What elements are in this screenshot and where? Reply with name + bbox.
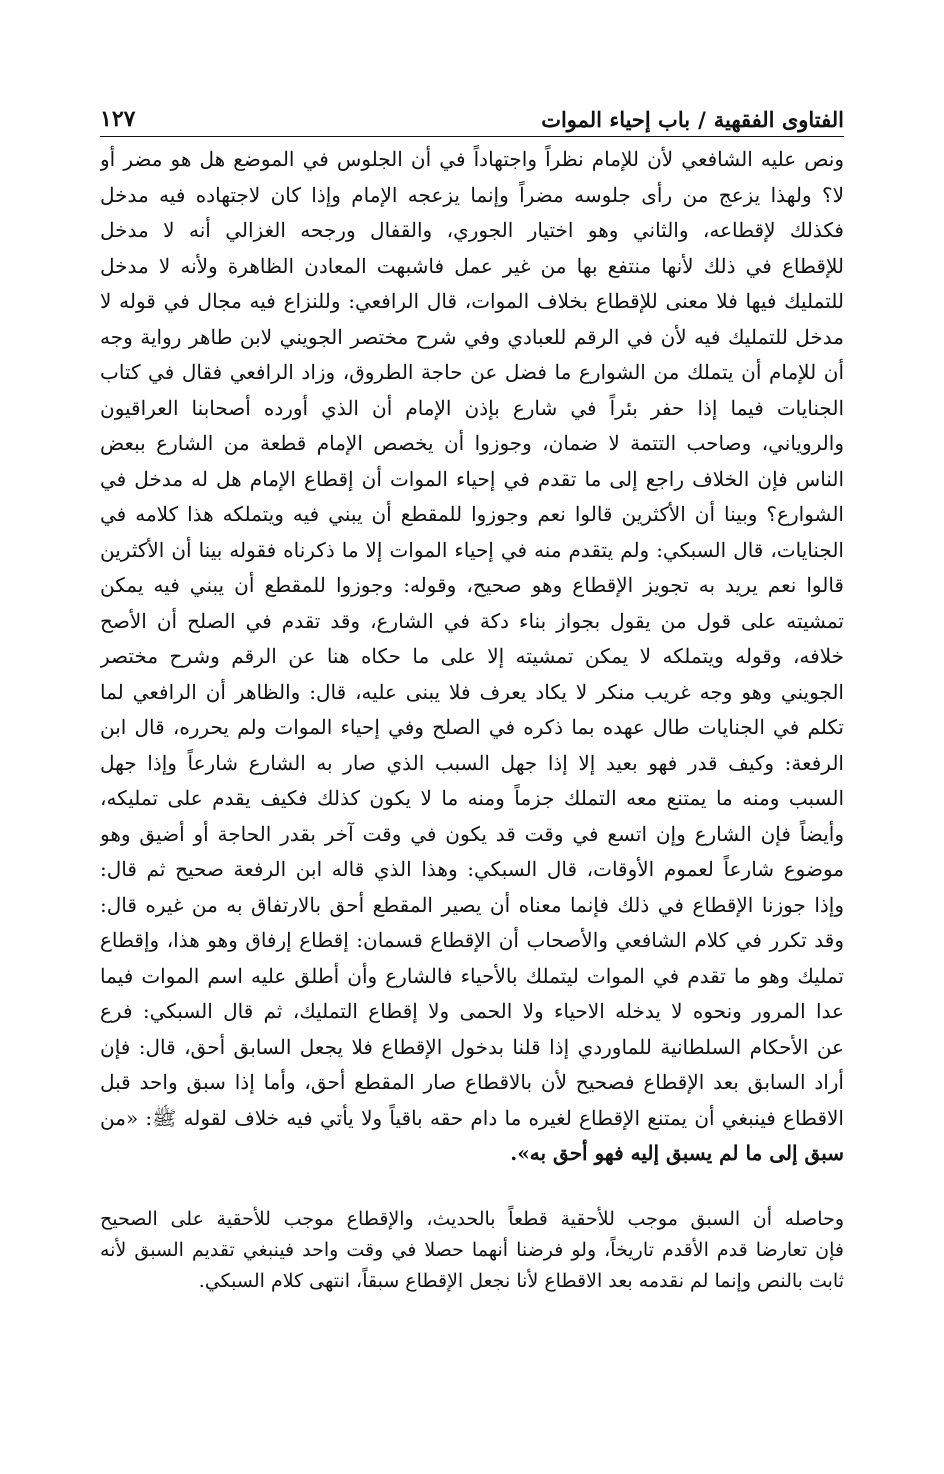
running-title xyxy=(541,107,844,132)
text-line: الجنايات، قال السبكي: ولم يتقدم منه في إحياء الموات إلا ما ذكرناه فقوله بينا أن الأكثرين xyxy=(100,537,844,562)
text-line: تمشيته على قول من يقول بجواز بناء دكة في الشارع، وقد تقدم في الصلح أن الأصح xyxy=(100,608,844,633)
header-divider xyxy=(100,136,844,137)
hadith-quote-line: سبق إلى ما لم يسبق إليه فهو أحق به». xyxy=(510,1141,844,1165)
text-line: الجنايات فيما إذا حفر بئراً في شارع بإذن الإمام أن الذي أورده أصحابنا العراقيون xyxy=(100,395,844,420)
text-line: أن للإمام أن يتملك من الشوارع ما فضل عن حاجة الطروق، وزاد الرافعي فقال في كتاب xyxy=(100,360,844,384)
text-line: الناس فإن الخلاف راجع إلى ما تقدم في إحياء الموات أن إقطاع الإمام هل له مدخل في xyxy=(100,466,844,491)
text-line: ثابت بالنص وإنما لم نقدمه بعد الاقطاع لأنا نجعل الإقطاع سبقاً، انتهى كلام السبكي. xyxy=(198,1270,844,1292)
text-line: وقد تكرر في كلام الشافعي والأصحاب أن الإقطاع قسمان: إقطاع إرفاق وهو هذا، وإقطاع xyxy=(100,928,844,952)
text-line: قالوا نعم يريد به تجويز الإقطاع وهو صحيح، وقوله: وجوزوا للمقطع أن يبني فيه يمكن xyxy=(100,573,844,597)
text-line: مدخل للتمليك فيه لأن في الرقم للعبادي وفي شرح مختصر الجويني لابن طاهر رواية وجه xyxy=(100,324,844,349)
page-number: ١٢٧ xyxy=(100,106,136,132)
text-line: الرفعة: وكيف قدر فهو بعيد إلا إذا جهل السبب الذي صار به الشارع شارعاً وإذا جهل xyxy=(100,750,844,775)
text-line: وإذا جوزنا الإقطاع في ذلك فإنما معناه أن يصير المقطع أحق بالارتفاق به من غيره قال: xyxy=(100,892,844,917)
text-line: الشوارع؟ وبينا أن الأكثرين قالوا نعم وجوزوا للمقطع أن يبني فيه ويتملكه هذا كلامه في xyxy=(100,502,844,526)
main-paragraph xyxy=(100,142,844,1172)
book-title: الفتاوى الفقهية xyxy=(713,107,844,132)
text-line: وأيضاً فإن الشارع وإن اتسع في وقت قد يكون في وقت آخر بقدر الحاجة أو أضيق وهو xyxy=(100,821,844,846)
text-line: للإقطاع في ذلك لأنها منتفع بها من غير عمل فاشبهت المعادن الظاهرة ولأنه لا مدخل xyxy=(100,253,844,278)
text-line: عن الأحكام السلطانية للماوردي إذا قلنا بدخول الإقطاع فلا يجعل السابق أحق، قال: فإن xyxy=(100,1034,844,1059)
text-line: الجويني وهو وجه غريب منكر لا يكاد يعرف فلا يبنى عليه، قال: والظاهر أن الرافعي لما xyxy=(100,679,844,704)
page-header xyxy=(100,98,844,132)
title-separator: / xyxy=(698,107,706,132)
text-line: للتمليك فيها فلا معنى للإقطاع بخلاف الموات، قال الرافعي: وللنزاع فيه مجال في قوله لا xyxy=(100,289,844,313)
text-line: فإن تعارضا قدم الأقدم تاريخاً، ولو فرضنا أنهما حصلا في وقت واحد فينبغي تقديم السبق لأنه xyxy=(100,1239,844,1261)
text-line: الاقطاع فينبغي أن يمتنع الإقطاع لغيره ما دام حقه باقياً ولا يأتي فيه خلاف لقوله ﷺ: «من xyxy=(100,1105,844,1130)
text-line: تمليك وهو ما تقدم في الموات ليتملك بالأحياء فالشارع وأن أطلق عليه اسم الموات فيما xyxy=(100,963,844,988)
text-line: عدا المرور ونحوه لا يدخله الاحياء ولا الحمى ولا إقطاع التمليك، ثم قال السبكي: فرع xyxy=(100,999,844,1023)
text-line: ونص عليه الشافعي لأن للإمام نظراً واجتهاداً في أن الجلوس في الموضع هل هو مضر أو xyxy=(100,147,844,171)
text-line: خلافه، وقوله ويتملكه لا يمكن تمشيته إلا على ما حكاه هنا عن الرقم وشرح مختصر xyxy=(100,644,844,668)
text-line: وحاصله أن السبق موجب للأحقية قطعاً بالحديث، والإقطاع موجب للأحقية على الصحيح xyxy=(100,1208,844,1230)
text-line: فكذلك لإقطاعه، والثاني وهو اختيار الجوري، والقفال ورجحه الغزالي أنه لا مدخل xyxy=(100,218,844,242)
text-line: تكلم في الجنايات طال عهده بما ذكره في الصلح وفي إحياء الموات ولم يحرره، قال ابن xyxy=(100,715,844,739)
text-line: موضوع شارعاً لعموم الأوقات، قال السبكي: وهذا الذي قاله ابن الرفعة صحيح ثم قال: xyxy=(100,857,844,881)
text-line: والروياني، وصاحب التتمة لا ضمان، وجوزوا أن يخصص الإمام قطعة من الشارع ببعض xyxy=(100,431,844,455)
text-line: السبب ومنه ما يمتنع معه التملك جزماً ومنه ما لا يكون كذلك فكيف يقدم على تمليكه، xyxy=(100,786,844,810)
conclusion-paragraph xyxy=(100,1204,844,1297)
chapter-title: باب إحياء الموات xyxy=(541,107,691,132)
text-line: لا؟ ولهذا يزعج من رأى جلوسه مضراً وإنما يزعجه الإمام وإذا كان لاجتهاده فيه مدخل xyxy=(100,182,844,207)
text-line: أراد السابق بعد الإقطاع فصحيح لأن بالاقطاع صار المقطع أحق، وأما إذا سبق واحد قبل xyxy=(100,1070,844,1094)
